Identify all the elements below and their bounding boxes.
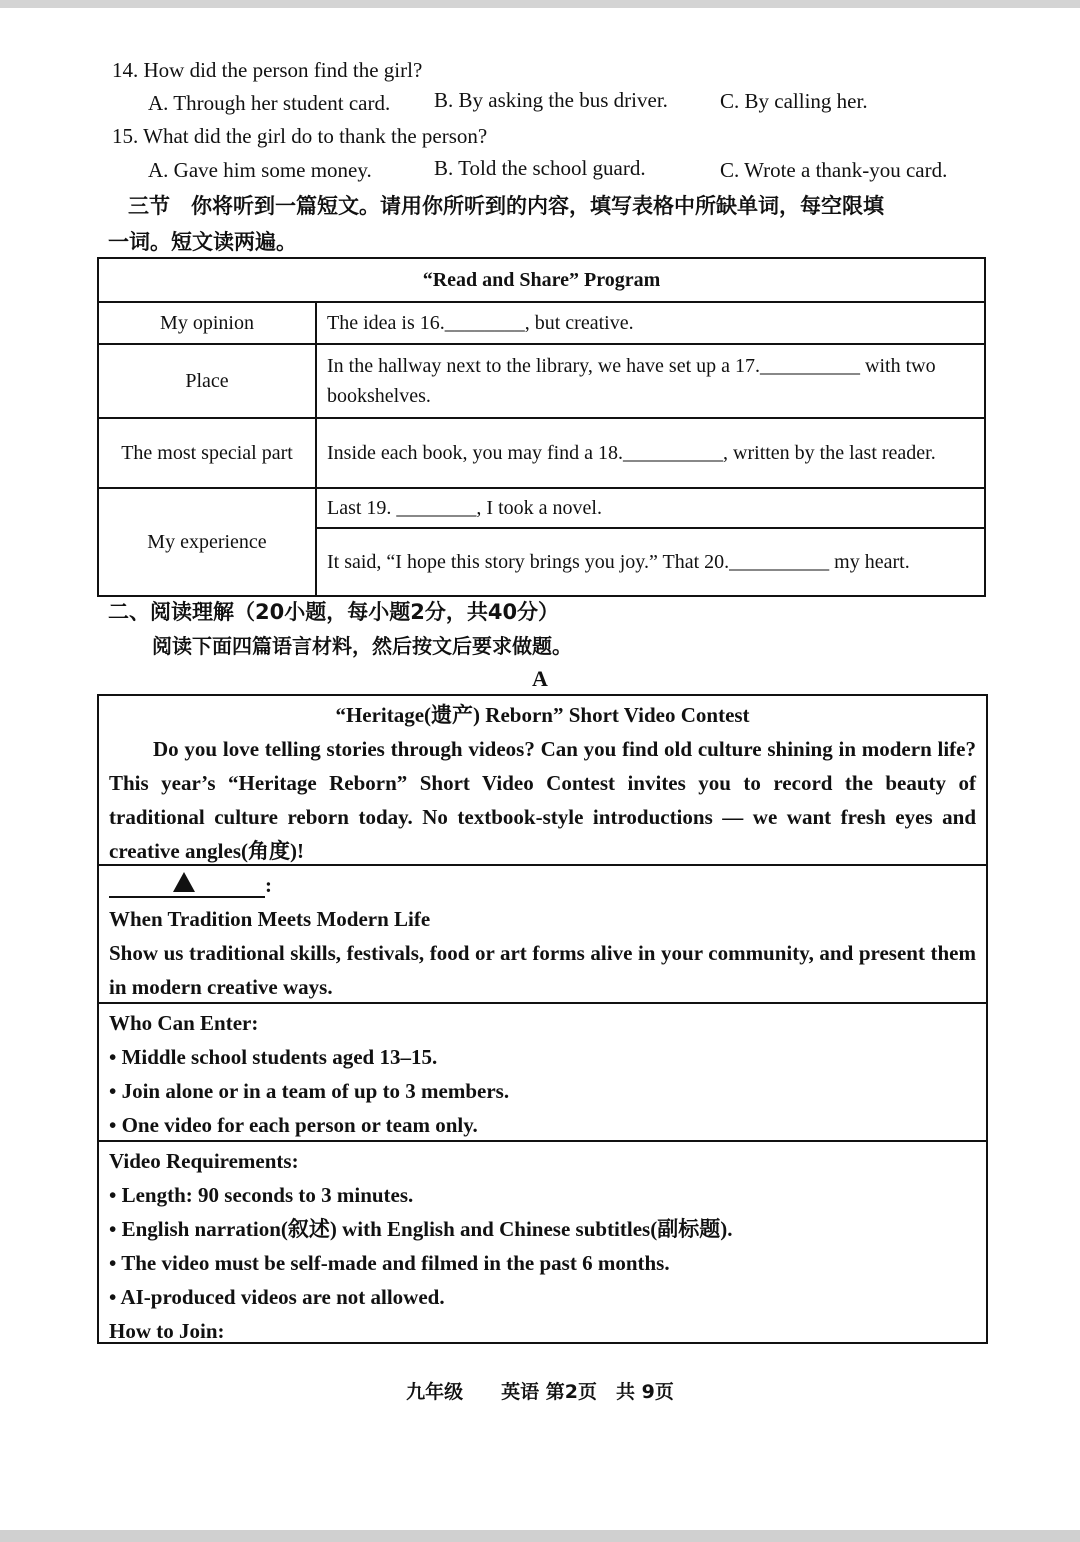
question-14-stem: 14. How did the person find the girl? bbox=[112, 58, 423, 82]
section3-instruction-line2: 一词。短文读两遍。 bbox=[108, 230, 297, 254]
passage-a-blank-heading bbox=[109, 868, 976, 902]
blank-colon: : bbox=[265, 873, 272, 897]
who-can-enter-heading: Who Can Enter: bbox=[109, 1011, 259, 1035]
passage-a-who-cell bbox=[99, 1004, 986, 1142]
passage-letter: A bbox=[532, 666, 548, 691]
requirement-item: • English narration(叙述) with English and Chinese subtitles(副标题). bbox=[109, 1217, 733, 1241]
section2-instruction: 阅读下面四篇语言材料，然后按文后要求做题。 bbox=[152, 634, 572, 658]
video-requirements-heading: Video Requirements: bbox=[109, 1149, 299, 1173]
row-label-place: Place bbox=[98, 344, 316, 418]
passage-a-requirements-cell bbox=[99, 1142, 986, 1350]
passage-a-box bbox=[97, 694, 988, 1344]
requirement-item: • AI-produced videos are not allowed. bbox=[109, 1285, 445, 1309]
passage-a-title: “Heritage(遗产) Reborn” Short Video Contest bbox=[335, 703, 750, 727]
read-and-share-table bbox=[97, 257, 986, 597]
scan-bottom-edge bbox=[0, 1530, 1080, 1542]
page-footer: 九年级 英语 第2页 共 9页 bbox=[406, 1381, 674, 1403]
question-15-option-c: C. Wrote a thank-you card. bbox=[720, 158, 948, 182]
who-item: • Join alone or in a team of up to 3 members. bbox=[109, 1079, 510, 1103]
question-15-option-b: B. Told the school guard. bbox=[434, 156, 646, 180]
passage-a-theme-title: When Tradition Meets Modern Life bbox=[109, 907, 431, 931]
row-content-experience-a: Last 19. ________, I took a novel. bbox=[316, 488, 985, 528]
row-content-special-part: Inside each book, you may find a 18.__________, written by the last reader. bbox=[316, 418, 985, 488]
requirement-item: • Length: 90 seconds to 3 minutes. bbox=[109, 1183, 414, 1207]
who-item: • One video for each person or team only. bbox=[109, 1113, 478, 1137]
scan-top-edge bbox=[0, 0, 1080, 8]
section3-instruction-line1: 三节 你将听到一篇短文。请用你所听到的内容，填写表格中所缺单词，每空限填 bbox=[128, 194, 884, 218]
section2-heading: 二、阅读理解（20小题，每小题2分，共40分） bbox=[108, 600, 560, 624]
row-label-opinion: My opinion bbox=[98, 302, 316, 344]
passage-a-intro-cell bbox=[99, 696, 986, 866]
question-14-option-c: C. By calling her. bbox=[720, 89, 868, 113]
question-14-option-b: B. By asking the bus driver. bbox=[434, 88, 668, 112]
row-label-special-part: The most special part bbox=[98, 418, 316, 488]
passage-a-theme-text: Show us traditional skills, festivals, food or art forms alive in your community, and present them in modern creative ways. bbox=[109, 941, 976, 999]
question-15-stem: 15. What did the girl do to thank the person? bbox=[112, 124, 488, 148]
question-14-option-a: A. Through her student card. bbox=[148, 91, 391, 115]
who-item: • Middle school students aged 13–15. bbox=[109, 1045, 438, 1069]
table-title: “Read and Share” Program bbox=[98, 258, 985, 302]
answer-blank bbox=[109, 876, 265, 898]
row-content-opinion: The idea is 16.________, but creative. bbox=[316, 302, 985, 344]
triangle-marker-icon bbox=[173, 872, 195, 892]
row-label-experience: My experience bbox=[98, 488, 316, 596]
row-content-place: In the hallway next to the library, we have set up a 17.__________ with two bookshelves. bbox=[316, 344, 985, 418]
how-to-join-heading: How to Join: bbox=[109, 1319, 225, 1343]
passage-a-intro: Do you love telling stories through videos? Can you find old culture shining in modern life? This year’s “Heritage Reborn” Short Video Contest invites you to record the beauty of traditional culture reborn today. No textbook-style introductions — we want fresh eyes and creative angles(角度)! bbox=[109, 737, 976, 863]
question-15-option-a: A. Gave him some money. bbox=[148, 158, 372, 182]
requirement-item: • The video must be self-made and filmed in the past 6 months. bbox=[109, 1251, 670, 1275]
passage-a-theme-cell bbox=[99, 866, 986, 1004]
row-content-experience-b: It said, “I hope this story brings you joy.” That 20.__________ my heart. bbox=[316, 528, 985, 596]
